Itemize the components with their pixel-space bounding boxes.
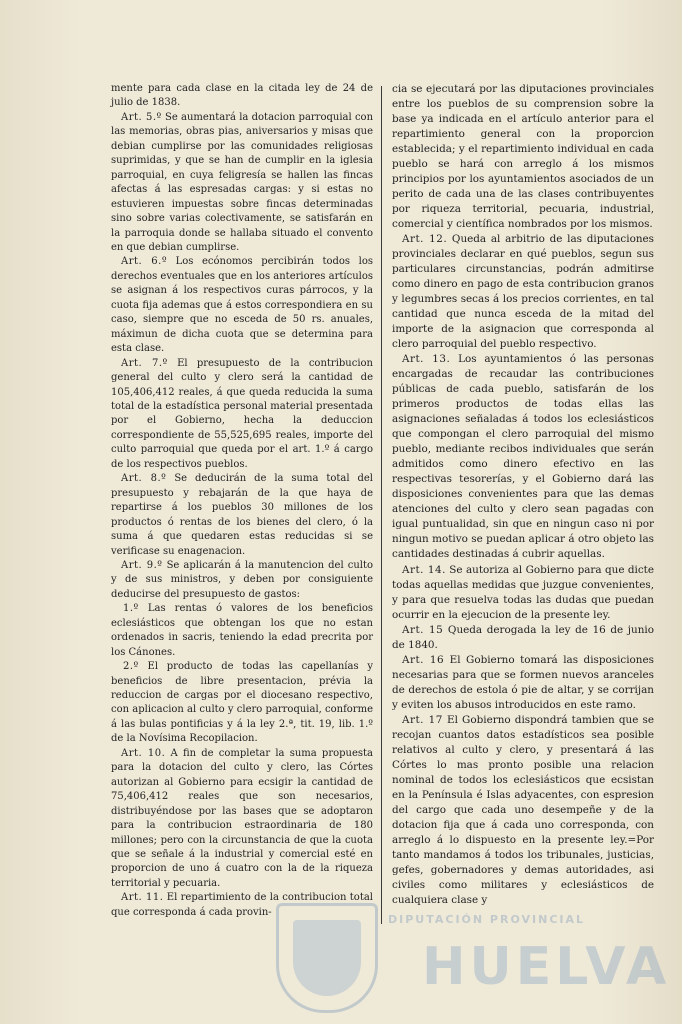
article-text: A fin de completar la suma propuesta para la dotacion del culto y clero, las Córtes autorizan al Gobierno para ecsigir la cantidad de 75,406,412 reales que son necesarios, distribuyéndose por las bases que se adoptaron para la contribucion estraordinaria de 180 millones; pero con la circunstancia de que la cuota que se señale á la industrial y comercial esté en proporcion de uno á cuatro con la de la riqueza territorial y pecuaria. — [111, 747, 374, 889]
article-text: Queda al arbitrio de las diputaciones provinciales declarar en qué pueblos, segun sus particulares circunstancias, podrán admitirse como dinero en pago de esta contribucion granos y legumbres secas á los precios corrientes, en tal cantidad que nunca esceda de la mitad del importe de la asignacion que corresponda al clero parroquial del pueblo respectivo. — [392, 233, 654, 351]
article-text: Los ayuntamientos ó las personas encargadas de recaudar las contribuciones públicas de cada pueblo, satisfarán de los primeros productos de todas ellas las asignaciones señaladas á todos los eclesiásticos que compongan el clero parroquial del mismo pueblo, mediante recibos individuales que serán admitidos como dinero efectivo en las respectivas tesorerías, y el Gobierno dará las disposiciones convenientes para que las demas atenciones del culto y clero sean pagadas con igual puntualidad, sin que en ningun caso ni por ningun motivo se puedan aplicar á otro objeto las cantidades destinadas á cubrir aquellas. — [392, 353, 654, 561]
article-paragraph — [392, 653, 654, 713]
article-paragraph — [392, 232, 654, 352]
article-text: Queda derogada la ley de 16 de junio de 1840. — [392, 623, 654, 651]
article-text: Los ecónomos percibirán todos los derechos eventuales que en los anteriores artículos se asignan á los respectivos curas párrocos, y la cuota fija ademas que á estos correspondiera en su caso, siempre que no esceda de 50 rs. anuales, máximun de dicha cuota que se determina para esta clase. — [111, 256, 373, 355]
article-label: Art. 15 — [402, 623, 444, 636]
article-label: Art. 10. — [121, 747, 166, 759]
article-label: Art. 11. — [121, 892, 164, 904]
continued-paragraph — [111, 82, 373, 111]
article-label: 2.º — [123, 661, 139, 673]
left-column — [111, 82, 373, 920]
shield-icon — [276, 903, 378, 1013]
article-label: Art. 14. — [402, 563, 446, 576]
article-text: El Gobierno dispondrá tambien que se recojan cuantos datos estadísticos sea posible relativos al culto y clero, y presentará á las Córtes lo mas pronto posible una relacion nominal de todos los eclesiásticos que ecsistan en la Península é Islas adyacentes, con espresion del cargo que cada uno desempeñe y de la dotacion fija que á cada uno corresponda, con arreglo á lo dispuesto en la presente ley.=Por tanto mandamos á todos los tribunales, justicias, gefes, gobernadores y demas autoridades, asi civiles como militares y eclesiásticos de cualquiera clase y — [392, 713, 654, 906]
article-paragraph — [111, 357, 373, 473]
article-text: El presupuesto de la contribucion general del culto y clero será la cantidad de 105,406,412 reales, á que queda reducida la suma total de la estadística personal material presentada por el Gobierno, hecha la deduccion correspondiente de 55,525,695 reales, importe del culto parroquial que queda por el art. 1.º á cargo de los respectivos pueblos. — [111, 357, 373, 470]
article-text: Las rentas ó valores de los beneficios eclesiásticos que obtengan los que no estan ordenados in sacris, teniendo la edad precrita por los Cánones. — [111, 603, 373, 658]
watermark-small-text: DIPUTACIÓN PROVINCIAL — [388, 913, 586, 926]
column-divider — [381, 86, 382, 924]
article-label: Art. 16 — [402, 653, 445, 666]
article-text: cia se ejecutará por las diputaciones provinciales entre los pueblos de su comprension sobre la base ya indicada en el artículo anterior para el repartimiento general con la proporcion establecida; y el repartimiento individual en cada pueblo se hará con arreglo á los mismos principios por los ayuntamientos asociados de un perito de cada una de las clases contribuyentes por riqueza territorial, pecuaria, industrial, comercial y científica nombrados por los mismos. — [392, 83, 654, 231]
shield-inner — [293, 920, 361, 996]
article-text: El repartimiento de la contribucion total que corresponda á cada provin- — [111, 892, 373, 918]
article-paragraph — [392, 713, 654, 908]
article-text: mente para cada clase en la citada ley de 24 de julio de 1838. — [111, 83, 373, 109]
article-paragraph — [111, 559, 373, 602]
article-label: Art. 5.º — [121, 111, 162, 123]
watermark-big-text: HUELVA — [422, 937, 671, 997]
article-paragraph — [111, 747, 373, 892]
sub-item-paragraph — [111, 602, 373, 660]
article-paragraph — [392, 352, 654, 562]
right-column — [392, 82, 654, 908]
continued-paragraph — [392, 82, 654, 232]
article-label: 1.º — [123, 603, 139, 615]
article-paragraph — [111, 111, 373, 256]
article-label: Art. 7.º — [121, 357, 168, 369]
article-text: Se aplicarán á la manutencion del culto y de sus ministros, y deben por consiguiente deducirse del presupuesto de gastos: — [111, 559, 374, 600]
article-text: Se autoriza al Gobierno para que dicte todas aquellas medidas que juzgue convenientes, y para que resuelva todas las dudas que puedan ocurrir en la ejecucion de la presente ley. — [392, 563, 654, 621]
article-text: Se aumentará la dotacion parroquial con las memorias, obras pias, aniversarios y misas que debian cumplirse por las comunidades religiosas suprimidas, y que se han de cumplir en la iglesia parroquial, en cuya feligresía se hallen las fincas afectas á las espresadas cargas: y si estas no estuvieren impuestas sobre fincas determinadas sino sobre varias colectivamente, se satisfarán en la parroquia donde se hallaba situado el convento en que debian cumplirse. — [111, 111, 374, 253]
sub-item-paragraph — [111, 660, 373, 747]
article-paragraph — [392, 563, 654, 623]
article-label: Art. 17 — [402, 713, 443, 726]
article-label: Art. 12. — [402, 233, 448, 246]
article-paragraph — [111, 255, 373, 356]
article-label: Art. 8.º — [121, 473, 167, 485]
article-label: Art. 13. — [402, 353, 451, 366]
article-paragraph — [111, 472, 373, 559]
article-text: Se deducirán de la suma total del presupuesto y rebajarán de la que haya de repartirse á los pueblos 30 millones de los productos ó rentas de los bienes del clero, ó la suma á que quedaren estas reducidas si se verificase su enagenacion. — [111, 473, 374, 557]
article-text: El producto de todas las capellanías y beneficios de libre presentacion, prévia la reduccion de cargas por el diocesano respectivo, con aplicacion al culto y clero parroquial, conforme á las bulas pontificias y á la ley 2.ª, tit. 19, lib. 1.º de la Novísima Recopilacion. — [111, 661, 373, 745]
archive-watermark — [272, 895, 671, 1015]
article-label: Art. 6.º — [121, 256, 168, 268]
article-paragraph — [392, 623, 654, 653]
article-text: El Gobierno tomará las disposiciones necesarias para que se formen nuevos aranceles de derechos de estola ó pie de altar, y se corrijan y eviten los abusos introducidos en este ramo. — [392, 653, 654, 711]
article-label: Art. 9.º — [121, 559, 163, 571]
